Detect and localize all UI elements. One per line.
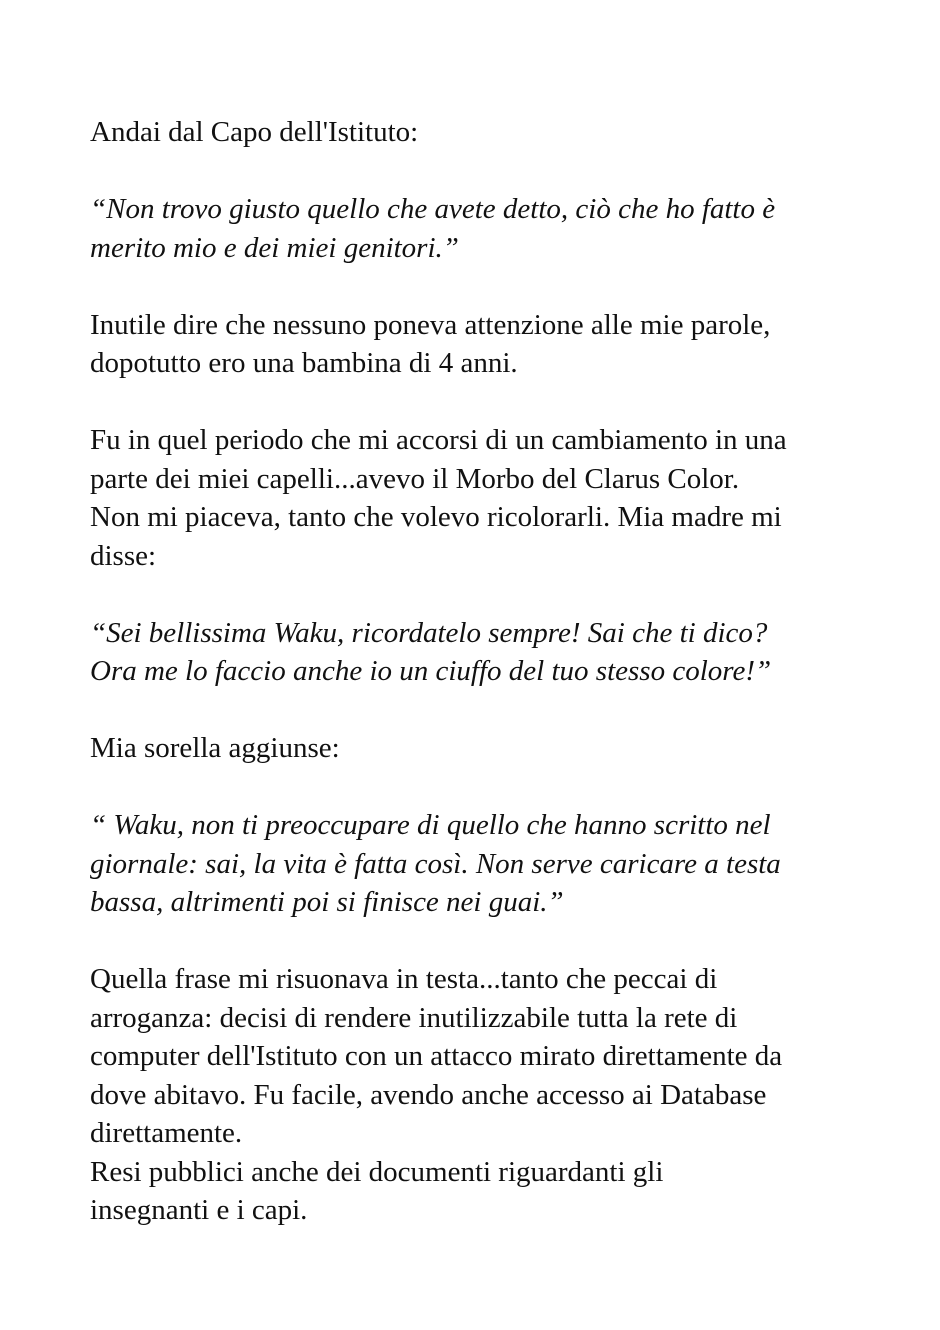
text-line: dove abitavo. Fu facile, avendo anche accesso ai Database: [90, 1078, 767, 1111]
quote-mother: [90, 614, 890, 691]
paragraph-ignored: [90, 306, 890, 383]
text-line: Non mi piaceva, tanto che volevo ricolorarli. Mia madre mi: [90, 501, 782, 533]
text-line: “ Waku, non ti preoccupare di quello che hanno scritto nel: [90, 809, 771, 841]
text-line: arroganza: decisi di rendere inutilizzabile tutta la rete di: [90, 1001, 738, 1034]
text-line: Andai dal Capo dell'Istituto:: [90, 116, 419, 148]
text-line: parte dei miei capelli...avevo il Morbo del Clarus Color.: [90, 462, 740, 495]
text-line: direttamente.: [90, 1117, 243, 1149]
quote-sister: [90, 806, 890, 922]
paragraph-intro: [90, 113, 890, 152]
text-line: Mia sorella aggiunse:: [90, 732, 340, 764]
text-line: “Non trovo giusto quello che avete detto, ciò che ho fatto è: [90, 193, 776, 225]
text-line: disse:: [90, 539, 157, 572]
text-line: Fu in quel periodo che mi accorsi di un cambiamento in una: [90, 424, 787, 456]
quote-protagonist: [90, 190, 890, 267]
text-line: computer dell'Istituto con un attacco mirato direttamente da: [90, 1040, 783, 1072]
text-line: Inutile dire che nessuno poneva attenzione alle mie parole,: [90, 308, 771, 341]
text-line: Ora me lo faccio anche io un ciuffo del tuo stesso colore!”: [90, 655, 772, 687]
text-line: insegnanti e i capi.: [90, 1194, 308, 1226]
text-line: Quella frase mi risuonava in testa...tanto che peccai di: [90, 963, 718, 995]
text-line: Resi pubblici anche dei documenti riguardanti gli: [90, 1155, 664, 1188]
text-line: merito mio e dei miei genitori.”: [90, 231, 459, 264]
document-page: [90, 113, 890, 1230]
text-line: dopotutto ero una bambina di 4 anni.: [90, 347, 518, 379]
paragraph-sister-intro: [90, 729, 890, 768]
text-line: bassa, altrimenti poi si finisce nei guai.”: [90, 886, 564, 918]
text-line: “Sei bellissima Waku, ricordatelo sempre! Sai che ti dico?: [90, 616, 768, 649]
text-line: giornale: sai, la vita è fatta così. Non serve caricare a testa: [90, 847, 781, 880]
paragraph-attack: [90, 960, 890, 1230]
paragraph-clarus-color: [90, 421, 890, 575]
